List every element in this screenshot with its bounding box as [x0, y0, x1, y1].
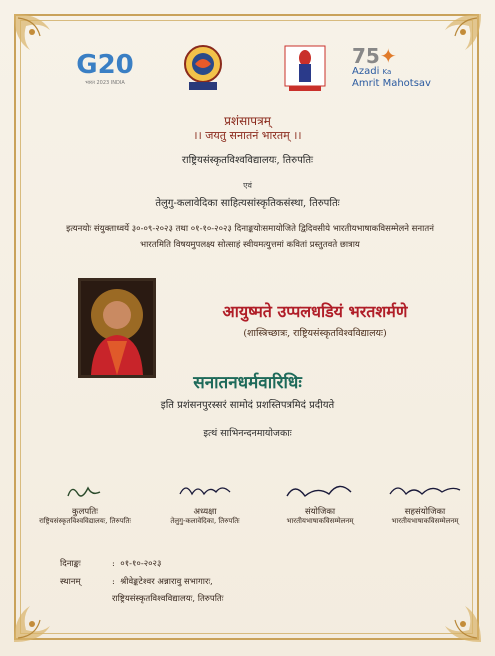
- place-value: श्रीवेङ्कटेश्वर अन्नारावु सभागारः,: [120, 577, 213, 587]
- corner-ornament-icon: [425, 586, 485, 646]
- signature-role: कुलपतिः: [72, 507, 98, 517]
- university-name: राष्ट्रियसंस्कृतविश्वविद्यालयः, तिरुपतिः: [181, 155, 314, 166]
- flag-icon: ✦: [379, 43, 397, 68]
- azadi-line1: Azadi: [352, 65, 380, 77]
- place-label: स्थानम्: [60, 577, 81, 587]
- g20-logo-subtext: भारत 2023 INDIA: [85, 79, 125, 86]
- motto: ।। जयतु सनातनं भारतम् ।।: [193, 129, 302, 142]
- signature-vice-chancellor: [30, 478, 140, 526]
- azadi-75: 75: [352, 43, 380, 68]
- certificate-title: प्रशंसापत्रम्: [224, 114, 271, 128]
- signature-role: अध्यक्षा: [193, 507, 217, 517]
- conferral-statement: इति प्रशंसनपुरस्सरं सामोदं प्रशस्तिपत्रमिदं प्रदीयते: [160, 400, 335, 411]
- azadi-ka: Ka: [382, 67, 392, 76]
- signature-co-convenor: [370, 478, 480, 526]
- recipient-name: आयुष्मते उप्पलधडियं भरतशर्मणे: [222, 302, 408, 321]
- place-row: स्थानम् : श्रीवेङ्कटेश्वर अन्नारावु सभागारः,: [60, 577, 213, 587]
- g20-logo-text: G20: [76, 49, 134, 80]
- signature-president: [150, 478, 260, 526]
- place-value-line2: राष्ट्रियसंस्कृतविश्वविद्यालयः, तिरुपतिः: [112, 594, 224, 604]
- signature-scribble-icon: [265, 478, 375, 504]
- signature-affiliation: तेलुगु-कलावेदिका, तिरुपतिः: [170, 517, 240, 525]
- organisers-line: इत्थं साभिनन्दनमायोजकाः: [203, 428, 292, 439]
- date-row: दिनाङ्कः : ०१-१०-२०२३: [60, 559, 162, 569]
- citation-paragraph: इत्यनयोः संयुक्ताध्वर्ये ३०-०९-२०२३ तथा ०१-१०-२०२३ दिनाङ्कयोःसमायोजिते द्विदिवसीये भारतीयभाषाकविसम्मेलने सनातनं भारतमिति विषयमुपलक्ष्य सोत्साहं स्वीयमत्युत्तमां कवितां प्रस्तुतवते छात्राय: [66, 224, 434, 250]
- azadi-ka-amrit-mahotsav-logo: [352, 40, 442, 95]
- corner-ornament-icon: [10, 586, 70, 646]
- azadi-line2: Amrit Mahotsav: [352, 77, 431, 89]
- recipient-photo: [78, 278, 156, 378]
- signature-affiliation: भारतीयभाषाकविसम्मेलनम्: [391, 517, 459, 525]
- corner-ornament-icon: [10, 10, 70, 70]
- kalavedika-emblem-icon: [280, 40, 330, 95]
- signature-convenor: [265, 478, 375, 526]
- organisation-name: तेलुगु-कलावेदिका साहित्यसांस्कृतिकसंस्था, तिरुपतिः: [155, 198, 340, 209]
- university-emblem-icon: [178, 40, 228, 95]
- signature-scribble-icon: [370, 478, 480, 504]
- g20-logo: [70, 40, 140, 95]
- recipient-detail: (शास्त्रिच्छात्रः, राष्ट्रियसंस्कृतविश्वविद्यालयः): [243, 328, 387, 339]
- date-value: ०१-१०-२०२३: [120, 559, 162, 569]
- signature-scribble-icon: [150, 478, 260, 504]
- award-title: सनातनधर्मवारिधिः: [193, 373, 302, 393]
- signature-role: संयोजिका: [304, 507, 336, 517]
- conjunction: एवं: [243, 181, 252, 190]
- signature-affiliation: राष्ट्रियसंस्कृतविश्वविद्यालयः, तिरुपतिः: [39, 517, 131, 525]
- date-label: दिनाङ्कः: [60, 559, 81, 569]
- signature-scribble-icon: [30, 478, 140, 504]
- signature-role: सहसंयोजिका: [404, 507, 446, 517]
- signature-affiliation: भारतीयभाषाकविसम्मेलनम्: [286, 517, 354, 525]
